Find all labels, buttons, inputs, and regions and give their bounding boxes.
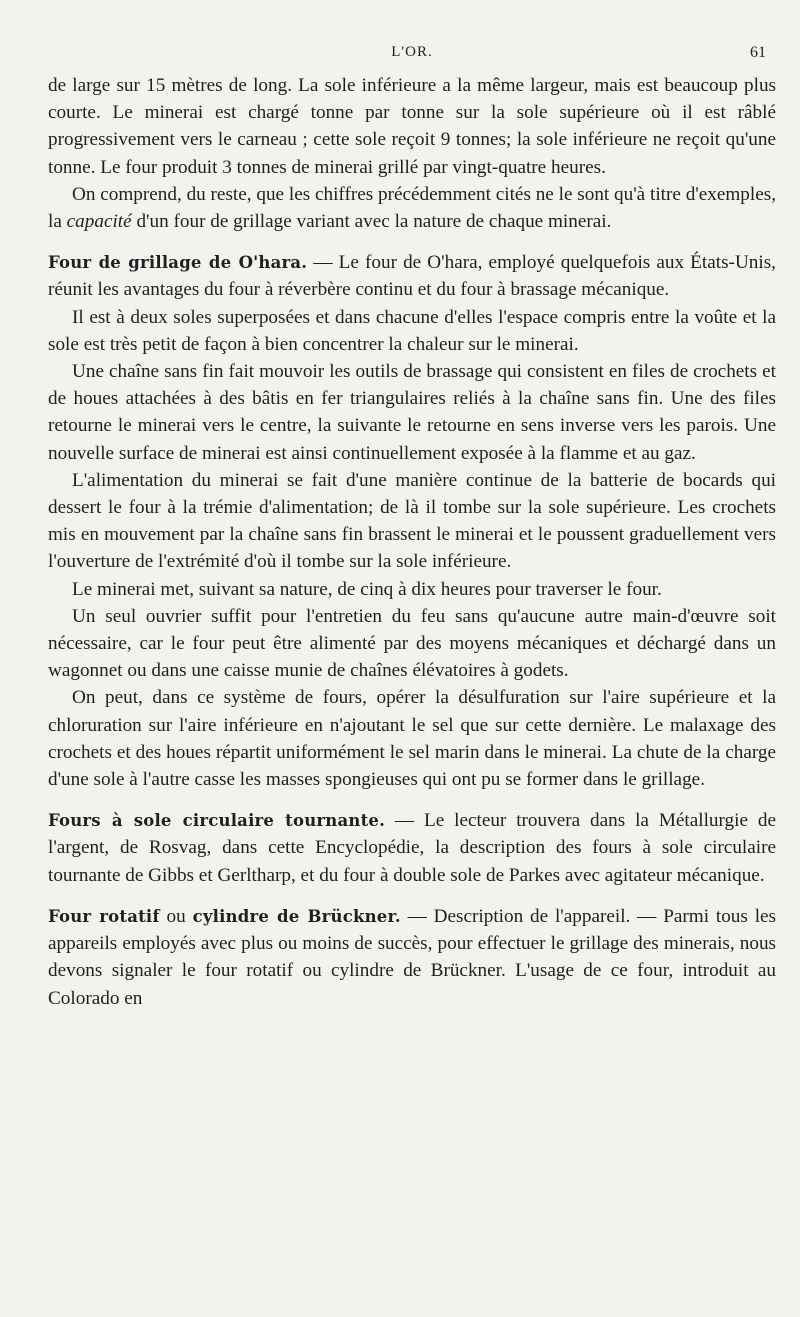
paragraph-text: Un seul ouvrier suffit pour l'entretien du feu sans qu'aucune autre main-d'œuvre soit nécessaire, car le four peut être alimenté par des moyens mécaniques et déchargé dans un wagonnet ou dans une caisse munie de chaînes élévatoires à godets.	[48, 605, 776, 682]
body-text	[48, 72, 776, 1012]
paragraph-text: de large sur 15 mètres de long. La sole inférieure a la même largeur, mais est beaucoup plus courte. Le minerai est chargé tonne par tonne sur la sole supérieure où il est râblé progressivement vers le carneau ; cette sole reçoit 9 tonnes; la sole inférieure ne reçoit qu'une tonne. Le four produit 3 tonnes de minerai grillé par vingt-quatre heures.	[48, 75, 776, 178]
section-title: Four de grillage de O'hara.	[48, 253, 308, 273]
paragraph	[48, 358, 776, 467]
paragraph	[48, 467, 776, 576]
paragraph-text: ou	[159, 905, 193, 927]
paragraph	[48, 304, 776, 358]
running-header	[48, 42, 776, 64]
section-gap	[48, 793, 776, 807]
paragraph-text: d'un four de grillage variant avec la nature de chaque minerai.	[131, 211, 612, 233]
paragraph-text: Il est à deux soles superposées et dans chacune d'elles l'espace compris entre la voûte et la sole est très petit de façon à bien concentrer la chaleur sur le minerai.	[48, 306, 776, 355]
paragraph	[48, 576, 776, 603]
page-number: 61	[750, 44, 766, 61]
paragraph-text: Une chaîne sans fin fait mouvoir les outils de brassage qui consistent en files de crochets et de houes attachées à des bâtis en fer triangulaires reliés à la chaîne sans fin. Une des files retourne le minerai vers le centre, la suivante le retourne en sens inverse vers les parois. Une nouvelle surface de minerai est ainsi continuellement exposée à la flamme et au gaz.	[48, 361, 776, 464]
section-title: cylindre de Brückner.	[192, 906, 401, 926]
section-paragraph	[48, 903, 776, 1012]
paragraph-text: On peut, dans ce système de fours, opérer la désulfuration sur l'aire supérieure et la chloruration sur l'aire inférieure en n'ajoutant le sel que sur cette dernière. Le malaxage des crochets et des houes répartit uniformément le sel marin dans le minerai. La chute de la charge d'une sole à l'autre casse les masses spongieuses qui ont pu se former dans le grillage.	[48, 687, 776, 791]
chapter-title: L'OR.	[391, 44, 433, 60]
paragraph-text: On comprend, du reste, que les chiffres précédemment cités ne le sont qu'à titre d'exemples, la	[48, 183, 776, 233]
paragraph-text: Le minerai met, suivant sa nature, de cinq à dix heures pour traverser le four.	[72, 578, 662, 600]
section-gap	[48, 235, 776, 249]
paragraph-text: — Le lecteur trouvera dans la Métallurgie de l'argent, de Rosvag, dans cette Encyclopédie, la description des fours à sole circulaire tournante de Gibbs et Gerltharp, et du four à double sole de Parkes avec agitateur mécanique.	[48, 810, 776, 886]
paragraph-text: L'alimentation du minerai se fait d'une manière continue de la batterie de bocards qui dessert le four à la trémie d'alimentation; de là il tombe sur la sole supérieure. Les crochets mis en mouvement par la chaîne sans fin brassent le minerai et le poussent graduellement vers l'ouverture de l'extrémité d'où il tombe sur la sole inférieure.	[48, 469, 776, 573]
section-title: Four rotatif	[48, 906, 160, 926]
paragraph	[48, 181, 776, 235]
paragraph-text: — Le four de O'hara, employé quelquefois aux États-Unis, réunit les avantages du four à réverbère continu et du four à brassage mécanique.	[48, 252, 776, 301]
paragraph	[48, 684, 776, 793]
paragraph	[48, 72, 776, 181]
section-paragraph	[48, 249, 776, 303]
section-title: Fours à sole circulaire tournante.	[48, 811, 386, 831]
section-paragraph	[48, 807, 776, 889]
section-gap	[48, 889, 776, 903]
paragraph-text: — Description de l'appareil. — Parmi tous les appareils employés avec plus ou moins de succès, pour effectuer le grillage des minerais, nous devons signaler le four rotatif ou cylindre de Brückner. L'usage de ce four, introduit au Colorado en	[48, 905, 777, 1009]
paragraph	[48, 603, 776, 685]
emphasis-text: capacité	[66, 211, 132, 233]
